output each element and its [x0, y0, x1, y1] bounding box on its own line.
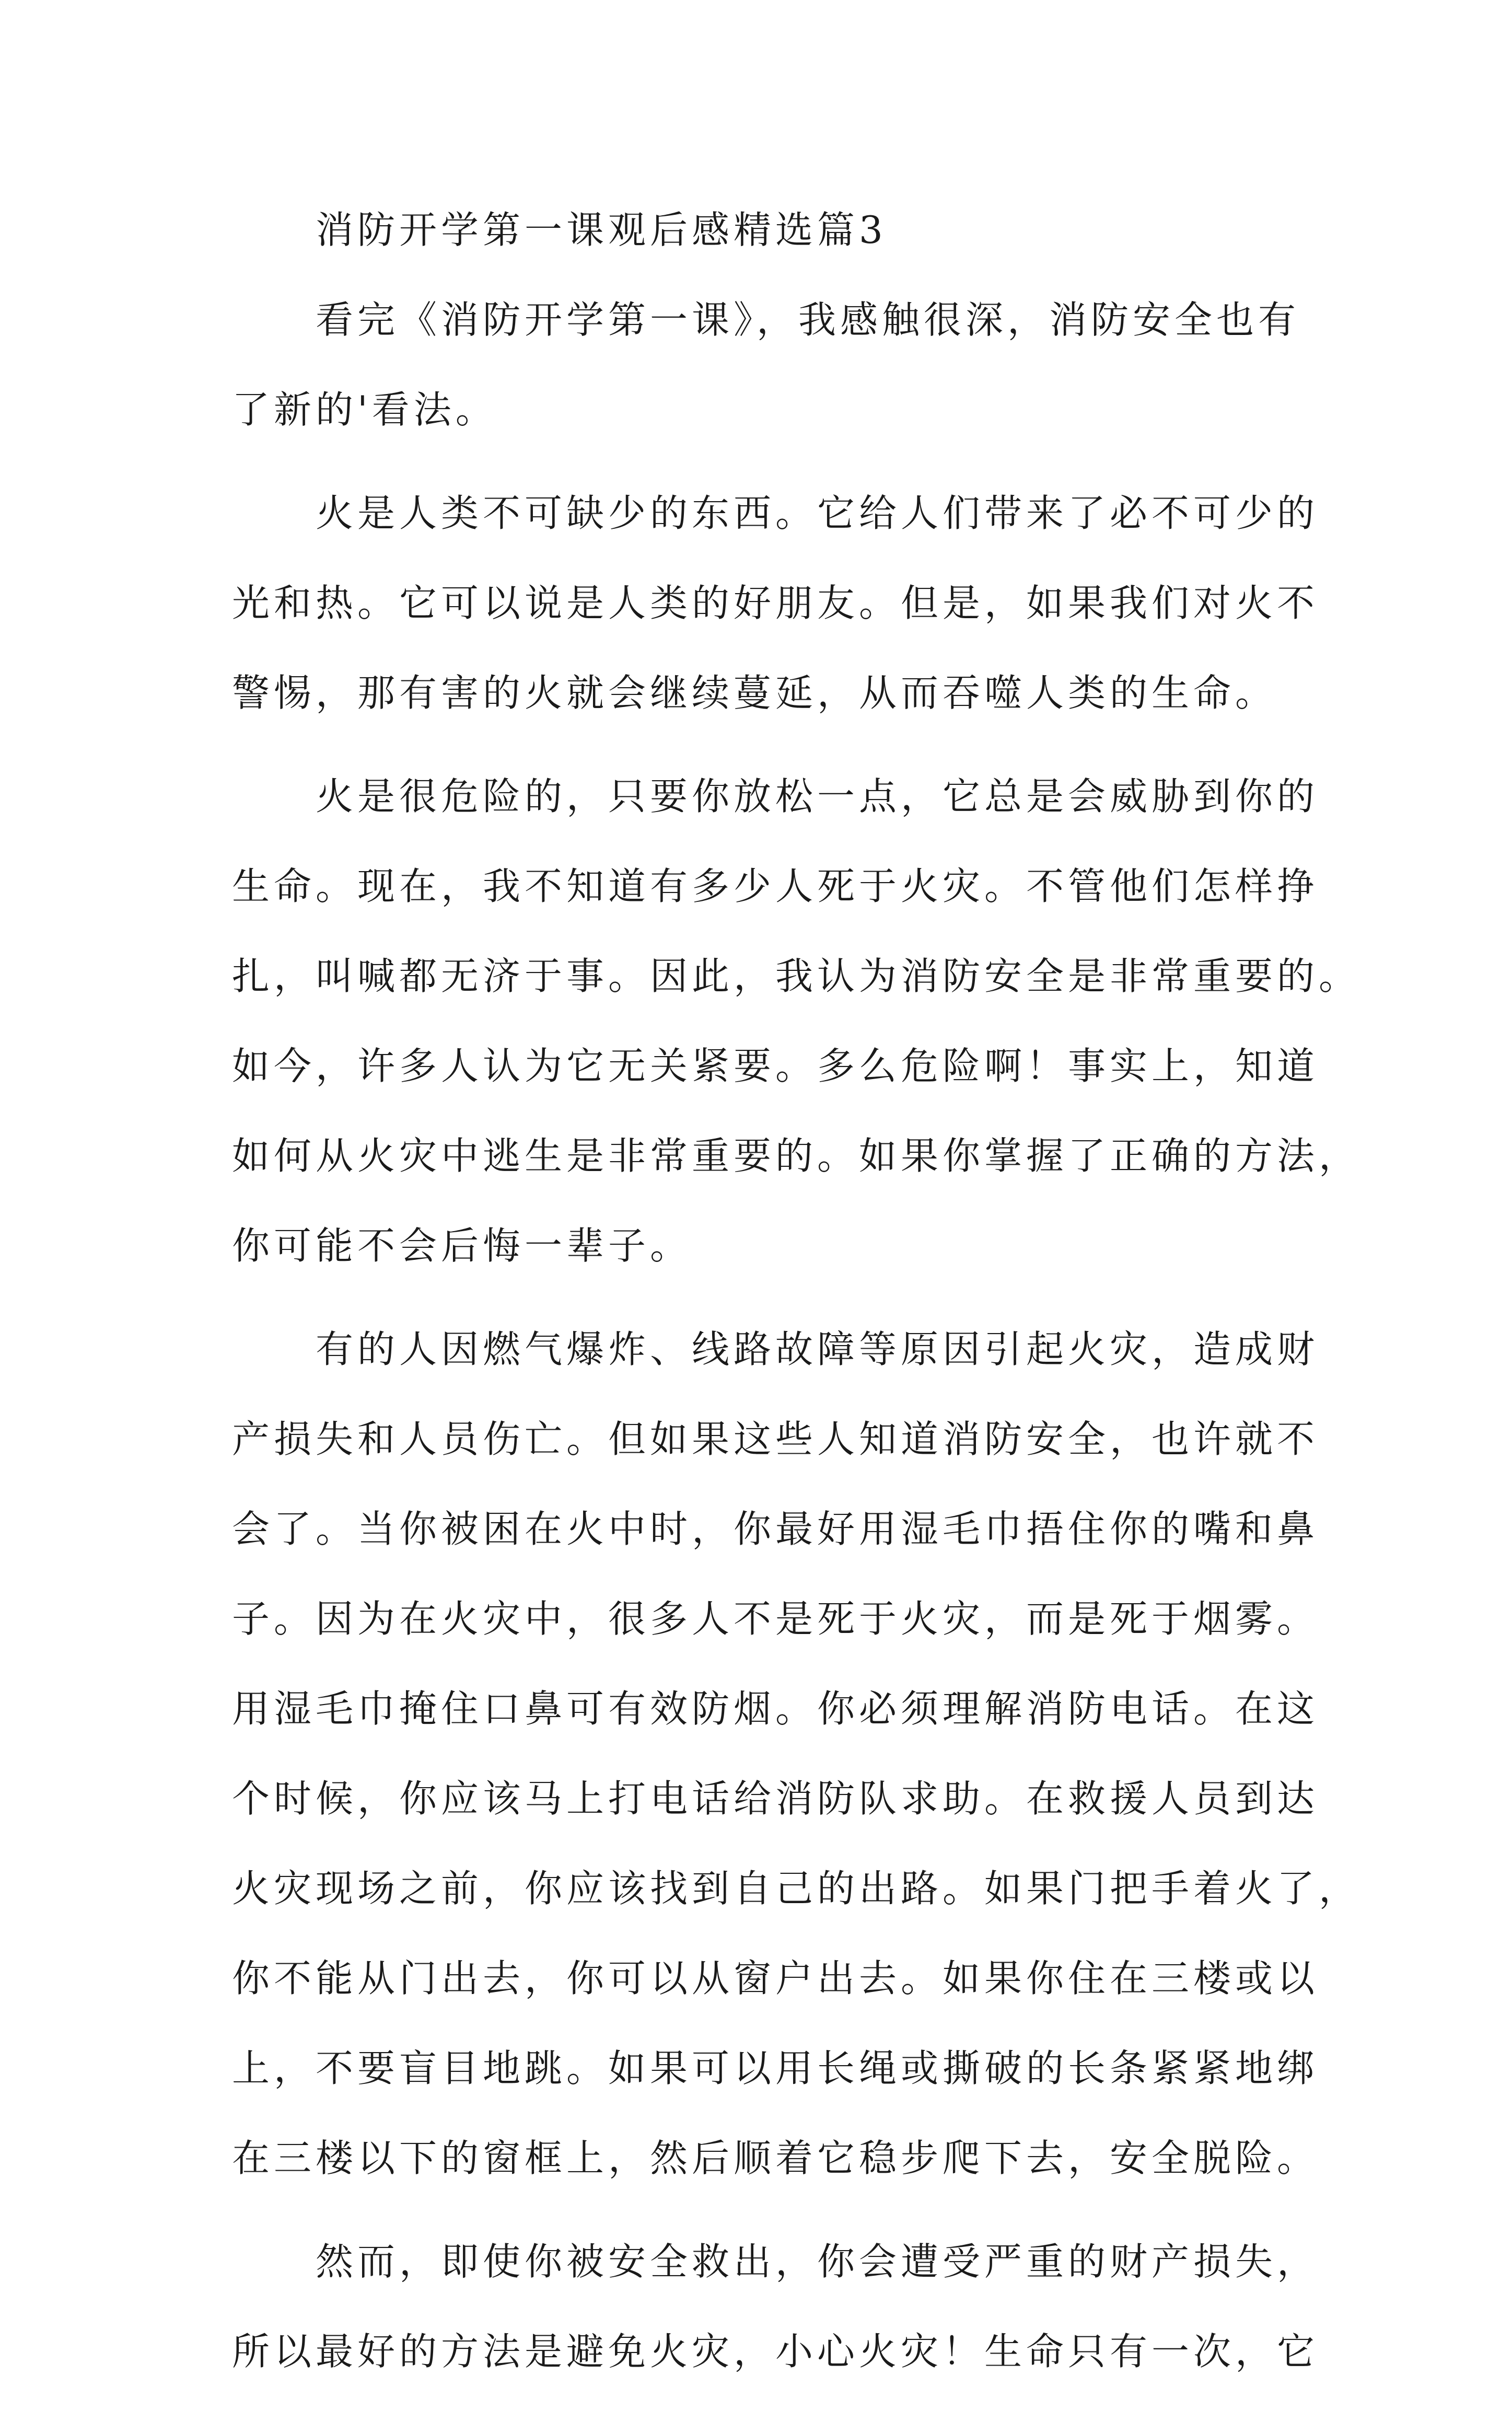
text-line: 在三楼以下的窗框上，然后顺着它稳步爬下去，安全脱险。 — [232, 2136, 1319, 2180]
text-line: 了新的'看法。 — [232, 388, 497, 432]
text-line: 产损失和人员伤亡。但如果这些人知道消防安全，也许就不 — [232, 1417, 1319, 1461]
text-line: 你可能不会后悔一辈子。 — [232, 1224, 692, 1268]
text-line: 然而，即使你被安全救出，你会遭受严重的财产损失， — [232, 2240, 1319, 2284]
text-line: 个时候，你应该马上打电话给消防队求助。在救援人员到达 — [232, 1777, 1319, 1821]
text-line: 警惕，那有害的火就会继续蔓延，从而吞噬人类的生命。 — [232, 671, 1277, 715]
document-body — [232, 199, 1361, 2410]
text-line: 生命。现在，我不知道有多少人死于火灾。不管他们怎样挣 — [232, 864, 1319, 908]
text-line: 看完《消防开学第一课》，我感触很深，消防安全也有 — [232, 298, 1300, 342]
text-line: 如何从火灾中逃生是非常重要的。如果你掌握了正确的方法， — [232, 1134, 1361, 1178]
text-line: 火是很危险的，只要你放松一点，它总是会威胁到你的 — [232, 774, 1319, 818]
text-line: 你不能从门出去，你可以从窗户出去。如果你住在三楼或以 — [232, 1956, 1319, 2000]
text-line: 上，不要盲目地跳。如果可以用长绳或撕破的长条紧紧地绑 — [232, 2046, 1319, 2090]
text-line: 有的人因燃气爆炸、线路故障等原因引起火灾，造成财 — [232, 1327, 1319, 1371]
text-line: 所以最好的方法是避免火灾，小心火灾！生命只有一次，它 — [232, 2330, 1319, 2373]
text-line: 用湿毛巾掩住口鼻可有效防烟。你必须理解消防电话。在这 — [232, 1687, 1319, 1731]
text-line: 光和热。它可以说是人类的好朋友。但是，如果我们对火不 — [232, 581, 1319, 625]
text-line: 如今，许多人认为它无关紧要。多么危险啊！事实上，知道 — [232, 1044, 1319, 1088]
text-line: 火是人类不可缺少的东西。它给人们带来了必不可少的 — [232, 491, 1319, 535]
text-line: 子。因为在火灾中，很多人不是死于火灾，而是死于烟雾。 — [232, 1597, 1319, 1641]
text-line: 扎，叫喊都无济于事。因此，我认为消防安全是非常重要的。 — [232, 954, 1361, 998]
text-line: 火灾现场之前，你应该找到自己的出路。如果门把手着火了， — [232, 1867, 1361, 1910]
heading-line: 消防开学第一课观后感精选篇3 — [232, 208, 887, 252]
text-line: 会了。当你被困在火中时，你最好用湿毛巾捂住你的嘴和鼻 — [232, 1507, 1319, 1551]
